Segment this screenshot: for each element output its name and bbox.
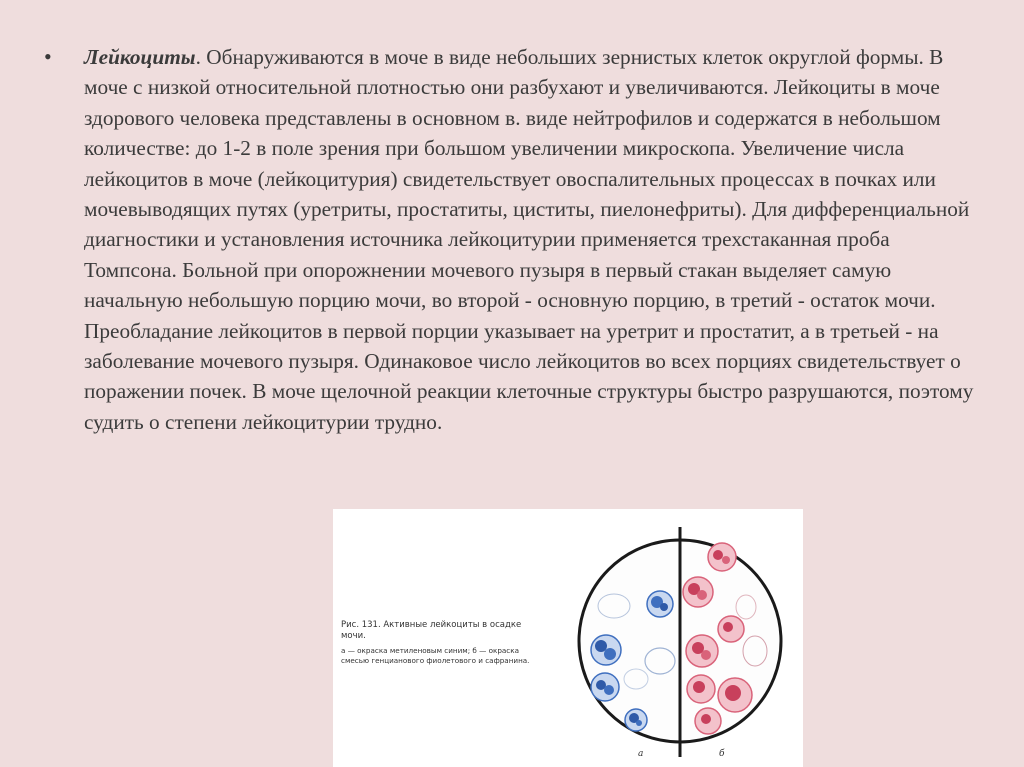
term-leukocytes: Лейкоциты [84,45,196,69]
label-b: б [719,749,725,759]
slide-text [84,42,984,437]
label-a: а [638,749,644,759]
bullet-marker: • [44,44,52,69]
caption-body: а — окраска метиленовым синим; б — окраска смесью генцианового фиолетового и сафранина. [341,646,530,665]
slide-body-text: . Обнаруживаются в моче в виде небольших зернистых клеток округлой формы. В моче с низкой относительной плотностью они разбухают и увеличиваются. Лейкоциты в моче здорового человека представлены в основном в. виде нейтрофилов и содержатся в небольшом количестве: до 1-2 в поле зрения при большом увеличении микроскопа. Увеличение числа лейкоцитов в моче (лейкоцитурия) свидетельствует овоспалительных процессах в почках или мочевыводящих путях (уретриты, простатиты, циститы, пиелонефриты). Для дифференциальной диагностики и установления источника лейкоцитурии применяется трехстаканная проба Томпсона. Больной при опорожнении мочевого пузыря в первый стакан выделяет самую начальную небольшую порцию мочи, во второй - основную порцию, в третий - остаток мочи. Преобладание лейкоцитов в первой порции указывает на уретрит и простатит, а в третьей - на заболевание мочевого пузыря. Одинаковое число лейкоцитов во всех порциях свидетельствует о поражении почек. В моче щелочной реакции клеточные структуры быстро разрушаются, поэтому судить о степени лейкоцитурии трудно. [84,45,974,434]
micrograph-figure [333,509,803,767]
caption-title: Рис. 131. Активные лейкоциты в осадке мочи. [341,620,522,641]
figure-caption [341,620,533,665]
